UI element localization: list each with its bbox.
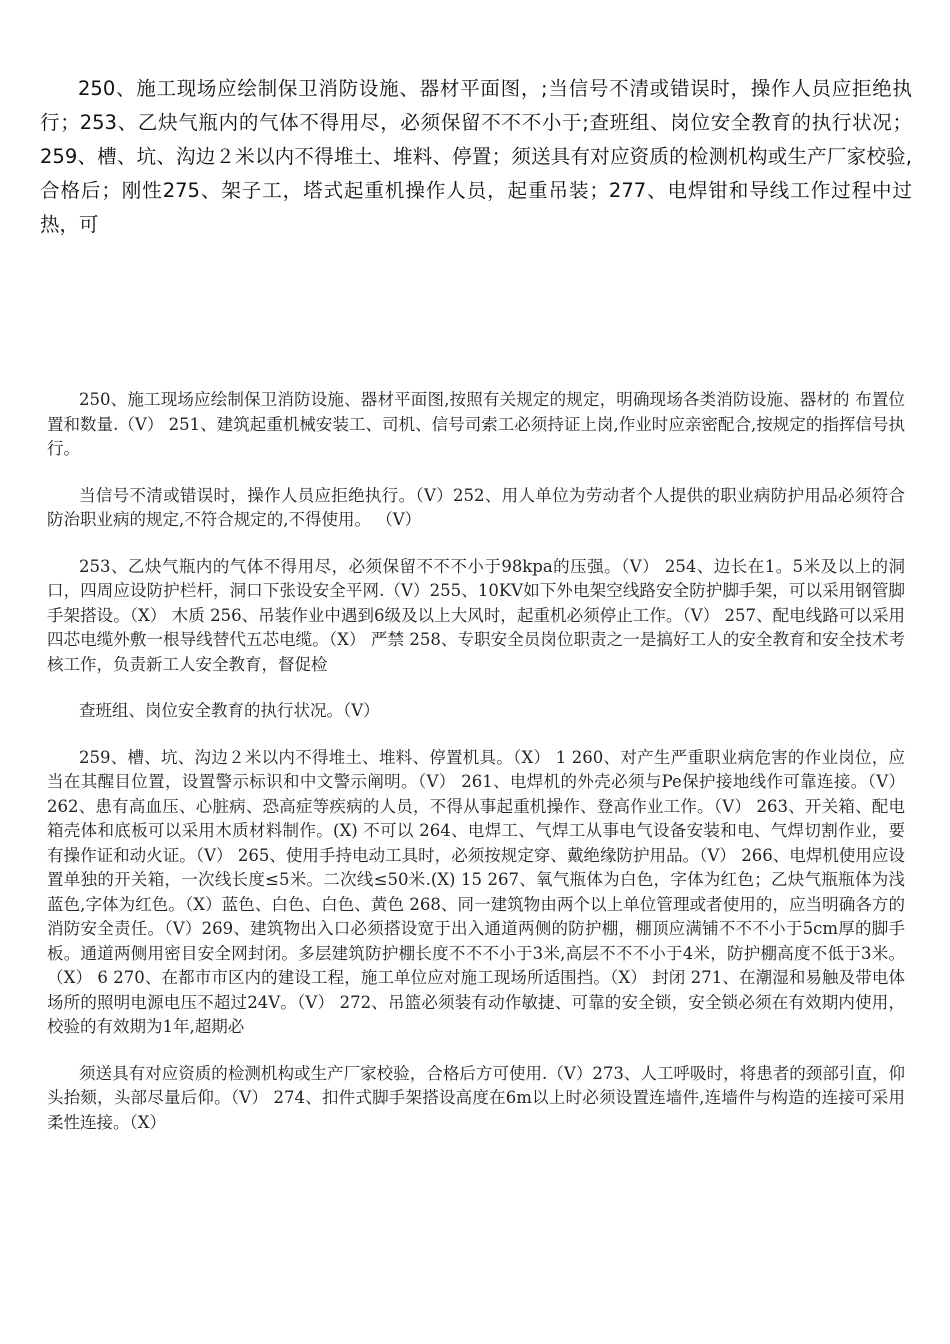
summary-paragraph: 250、施工现场应绘制保卫消防设施、器材平面图，;当信号不清或错误时，操作人员应拒绝执行；253、乙炔气瓶内的气体不得用尽，必须保留不不不小于;查班组、岗位安全教育的执行状况；259、槽、坑、沟边２米以内不得堆土、堆料、停置；须送具有对应资质的检测机构或生产厂家校验,合格后；刚性275、架子工，塔式起重机操作人员，起重吊装；277、电焊钳和导线工作过程中过热，可 bbox=[40, 77, 912, 236]
body-paragraph: 253、乙炔气瓶内的气体不得用尽，必须保留不不不小于98kpa的压强。（V） 254、边长在1。5米及以上的洞口，四周应设防护栏杆，洞口下张设安全平网.（V）255、10KV如下外电架空线路安全防护脚手架，可以采用钢管脚手架搭设。（X） 木质 256、吊装作业中遇到6级及以上大风时，起重机必须停止工作。（V） 257、配电线路可以采用四芯电缆外敷一根导线替代五芯电缆。（X） 严禁 258、专职安全员岗位职责之一是搞好工人的安全教育和安全技术考核工作，负责新工人安全教育，督促检 bbox=[47, 556, 905, 674]
body-paragraph: 须送具有对应资质的检测机构或生产厂家校验，合格后方可使用.（V）273、人工呼吸时，将患者的颈部引直，仰头抬颏，头部尽量后仰。（V） 274、扣件式脚手架搭设高度在6m以上时必须设置连墙件,连墙件与构造的连接可采用柔性连接。（X） bbox=[47, 1063, 905, 1132]
body-paragraph: 250、施工现场应绘制保卫消防设施、器材平面图,按照有关规定的规定，明确现场各类消防设施、器材的 布置位置和数量.（V） 251、建筑起重机械安装工、司机、信号司索工必须持证上岗,作业时应亲密配合,按规定的指挥信号执行。 bbox=[47, 390, 905, 458]
body-paragraph: 查班组、岗位安全教育的执行状况。（V） bbox=[79, 701, 380, 720]
document-body bbox=[47, 388, 905, 1157]
body-paragraph: 当信号不清或错误时，操作人员应拒绝执行。（V）252、用人单位为劳动者个人提供的职业病防护用品必须符合防治职业病的规定,不符合规定的,不得使用。 （V） bbox=[47, 485, 905, 529]
body-paragraph: 259、槽、坑、沟边２米以内不得堆土、堆料、停置机具。（X） 1 260、对产生严重职业病危害的作业岗位，应当在其醒目位置，设置警示标识和中文警示阐明。（V） 261、电焊机的外壳必须与Pe保护接地线作可靠连接。（V） 262、患有高血压、心脏病、恐高症等疾病的人员，不得从事起重机操作、登高作业工作。（V） 263、开关箱、配电箱壳体和底板可以采用木质材料制作。(X) 不可以 264、电焊工、气焊工从事电气设备安装和电、气焊切割作业，要有操作证和动火证。（V） 265、使用手持电动工具时，必须按规定穿、戴绝缘防护用品。（V） 266、电焊机使用应设置单独的开关箱，一次线长度≤5米。二次线≤50米.(X) 15 267、氧气瓶体为白色，字体为红色；乙炔气瓶瓶体为浅蓝色,字体为红色。（X）蓝色、白色、白色、黄色 268、同一建筑物由两个以上单位管理或者使用的，应当明确各方的消防安全责任。（V）269、建筑物出入口必须搭设宽于出入通道两侧的防护棚，棚顶应满铺不不不小于5cm厚的脚手板。通道两侧用密目安全网封闭。多层建筑防护棚长度不不不小于3米,高层不不不小于4米，防护棚高度不低于3米。（X） 6 270、在都市市区内的建设工程，施工单位应对施工现场所适围挡。（X） 封闭 271、在潮湿和易触及带电体场所的照明电源电压不超过24V。（V） 272、吊篮必须装有动作敏捷、可靠的安全锁，安全锁必须在有效期内使用，校验的有效期为1年,超期必 bbox=[47, 747, 905, 1036]
